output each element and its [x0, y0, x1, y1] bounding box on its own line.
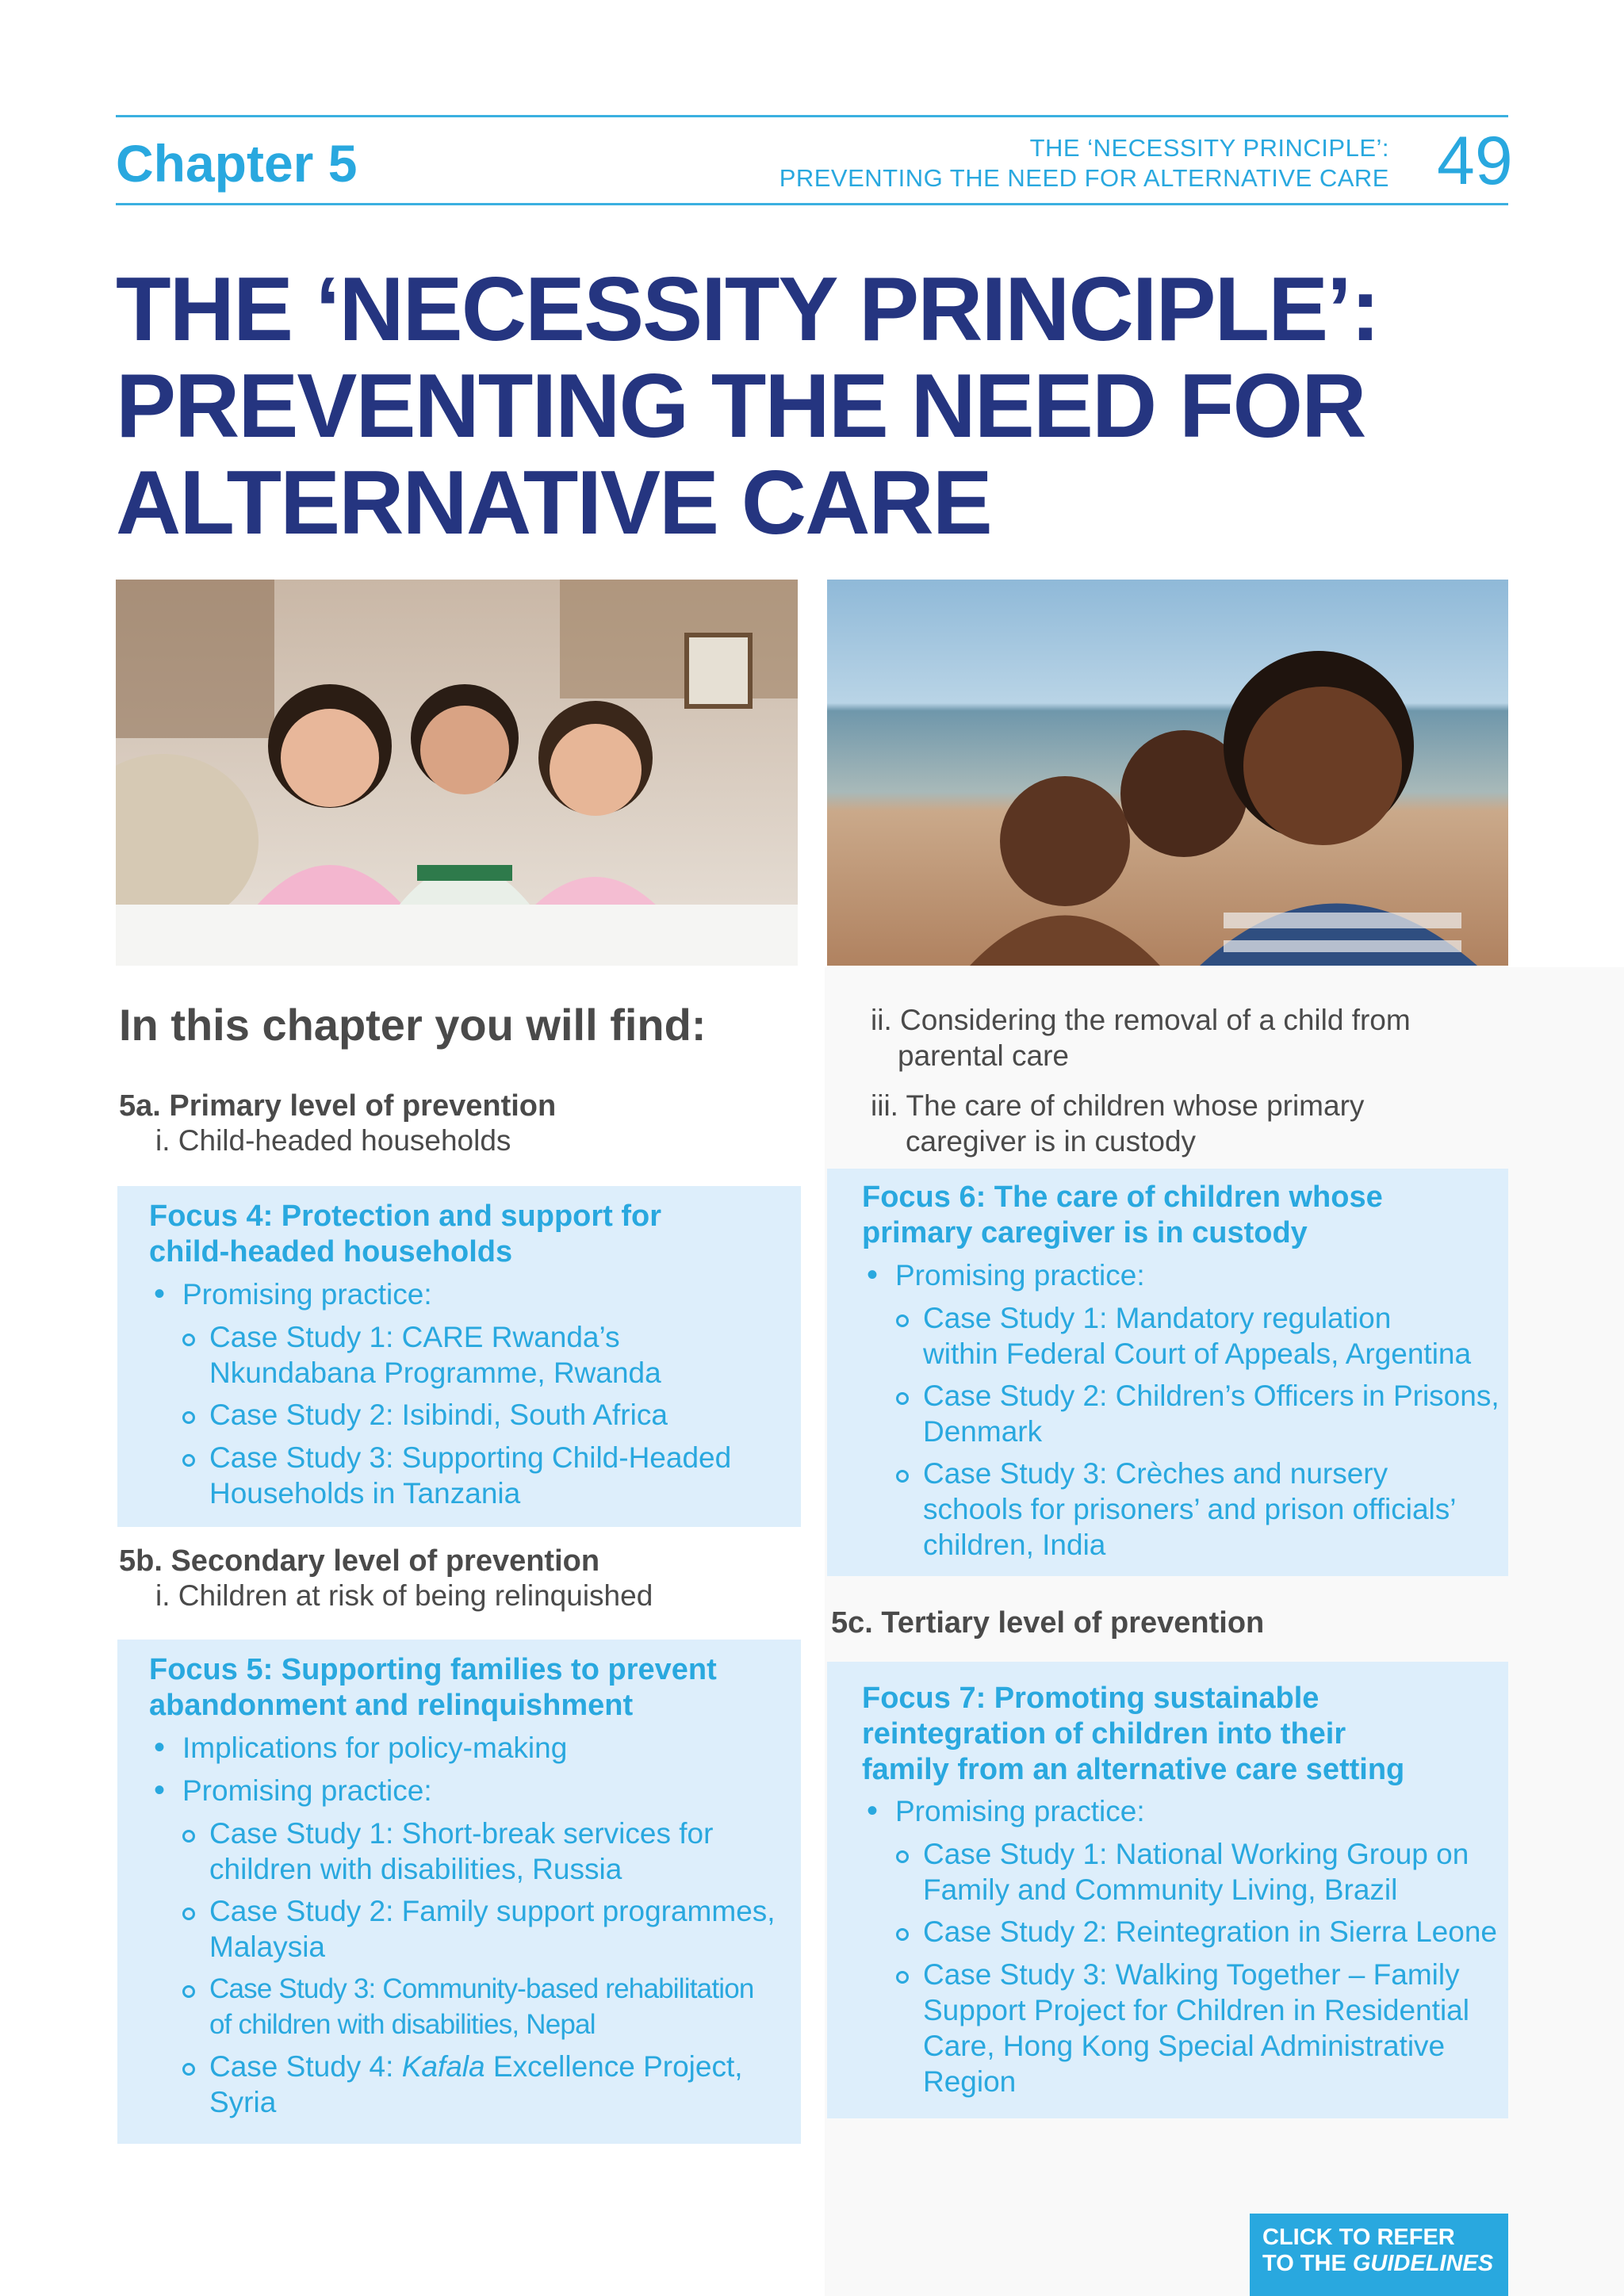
focus-7-case-study-1-line1: Case Study 1: National Working Group on — [923, 1838, 1469, 1870]
focus-4-box — [117, 1186, 801, 1527]
focus-4-case-study-3-line1: Case Study 3: Supporting Child-Headed — [209, 1441, 732, 1474]
refer-to-guidelines-italic: GUIDELINES — [1352, 2251, 1494, 2276]
focus-5-case-study-4-kafala: Kafala — [401, 2050, 485, 2083]
focus-6-title-line2: primary caregiver is in custody — [862, 1216, 1308, 1249]
focus-5-bullet-promising-practice: • Promising practice: — [182, 1773, 432, 1808]
page-title — [116, 259, 1464, 553]
photo-boys-on-beach — [827, 580, 1508, 966]
focus-6-case-study-1-line2: within Federal Court of Appeals, Argentina — [923, 1337, 1472, 1370]
focus-7-case-study-1[interactable] — [923, 1836, 1469, 1908]
focus-5-case-study-1-line1: Case Study 1: Short-break services for — [209, 1817, 714, 1850]
focus-6-box — [827, 1169, 1508, 1576]
focus-4-case-study-1-line2: Nkundabana Programme, Rwanda — [209, 1357, 661, 1389]
level-5a-item-i: i. Child-headed households — [155, 1124, 511, 1157]
photo-children-at-table-illustration — [116, 580, 798, 966]
focus-4-case-study-1-line1: Case Study 1: CARE Rwanda’s — [209, 1321, 620, 1353]
focus-5-case-study-4-line2: Syria — [209, 2086, 277, 2118]
focus-5-case-study-4[interactable] — [209, 2049, 743, 2120]
page-title-line2: PREVENTING THE NEED FOR — [116, 356, 1365, 457]
focus-6-case-study-3-line2: schools for prisoners’ and prison officials’ — [923, 1493, 1457, 1525]
focus-5-case-study-2-line1: Case Study 2: Family support programmes, — [209, 1895, 776, 1927]
focus-7-title-line3: family from an alternative care setting — [862, 1753, 1405, 1786]
focus-7-title-line1: Focus 7: Promoting sustainable — [862, 1682, 1320, 1715]
focus-5-case-study-1-line2: children with disabilities, Russia — [209, 1853, 622, 1885]
focus-4-title-line1: Focus 4: Protection and support for — [149, 1200, 662, 1233]
focus-6-case-study-3-line1: Case Study 3: Crèches and nursery — [923, 1457, 1388, 1490]
focus-5-case-study-2[interactable] — [209, 1893, 776, 1965]
focus-6-bullet-promising-practice: • Promising practice: — [895, 1257, 1145, 1293]
refer-to-guidelines-button[interactable] — [1250, 2214, 1508, 2296]
focus-4-case-study-3-line2: Households in Tanzania — [209, 1477, 521, 1510]
running-title — [779, 133, 1389, 193]
focus-6-case-study-2[interactable] — [923, 1378, 1500, 1449]
focus-7-case-study-1-line2: Family and Community Living, Brazil — [923, 1873, 1398, 1906]
focus-4-bullet-promising-practice: • Promising practice: — [182, 1276, 432, 1312]
focus-7-case-study-3[interactable] — [923, 1957, 1469, 2099]
focus-7-bullet-promising-practice: • Promising practice: — [895, 1793, 1145, 1829]
focus-4-case-study-1[interactable] — [209, 1319, 661, 1391]
focus-7-case-study-3-line3: Care, Hong Kong Special Administrative — [923, 2030, 1446, 2062]
focus-7-case-study-3-line1: Case Study 3: Walking Together – Family — [923, 1958, 1460, 1991]
chapter-label: Chapter 5 — [116, 134, 358, 193]
photo-children-at-table — [116, 580, 798, 966]
running-title-line2: PREVENTING THE NEED FOR ALTERNATIVE CARE — [779, 164, 1389, 192]
contents-heading: In this chapter you will find: — [119, 1000, 707, 1050]
focus-5-title-line2: abandonment and relinquishment — [149, 1689, 634, 1722]
level-5b-item-iii-line1: iii. The care of children whose primary — [871, 1089, 1365, 1122]
focus-7-title-line2: reintegration of children into their — [862, 1717, 1346, 1751]
focus-4-case-study-3[interactable] — [209, 1440, 731, 1511]
focus-7-case-study-2[interactable]: Case Study 2: Reintegration in Sierra Leone — [923, 1915, 1497, 1948]
header-top-rule — [116, 115, 1508, 117]
focus-6-title-line1: Focus 6: The care of children whose — [862, 1181, 1383, 1214]
level-5b-item-iii — [871, 1088, 1364, 1159]
level-5a-heading: 5a. Primary level of prevention — [119, 1089, 557, 1123]
level-5b-item-ii-line2: parental care — [898, 1039, 1069, 1072]
focus-6-case-study-3-line3: children, India — [923, 1529, 1106, 1561]
photo-boys-on-beach-illustration — [827, 580, 1508, 966]
level-5c-heading: 5c. Tertiary level of prevention — [831, 1606, 1265, 1640]
focus-5-case-study-3-line2: of children with disabilities, Nepal — [209, 2009, 596, 2040]
focus-6-case-study-1-line1: Case Study 1: Mandatory regulation — [923, 1302, 1392, 1334]
focus-4-title-line2: child-headed households — [149, 1235, 513, 1269]
focus-6-case-study-3[interactable] — [923, 1456, 1457, 1563]
focus-7-case-study-3-line4: Region — [923, 2065, 1017, 2098]
focus-6-case-study-2-line1: Case Study 2: Children’s Officers in Prisons, — [923, 1380, 1500, 1412]
page-title-line1: THE ‘NECESSITY PRINCIPLE’: — [116, 259, 1379, 360]
header-bottom-rule — [116, 203, 1508, 205]
focus-7-box — [827, 1662, 1508, 2118]
level-5b-item-i: i. Children at risk of being relinquished — [155, 1579, 653, 1612]
page-number: 49 — [1437, 123, 1513, 199]
focus-5-box — [117, 1640, 801, 2144]
level-5b-item-iii-line2: caregiver is in custody — [906, 1125, 1197, 1158]
focus-5-case-study-3-line1: Case Study 3: Community-based rehabilitation — [209, 1973, 754, 2004]
level-5b-heading: 5b. Secondary level of prevention — [119, 1544, 600, 1578]
refer-to-guidelines-prefix: TO THE — [1262, 2251, 1353, 2276]
focus-5-bullet-policy: • Implications for policy-making — [182, 1730, 567, 1766]
refer-to-guidelines-line1: CLICK TO REFER — [1262, 2225, 1455, 2250]
focus-4-case-study-2[interactable]: Case Study 2: Isibindi, South Africa — [209, 1399, 668, 1431]
focus-6-case-study-1[interactable] — [923, 1300, 1471, 1372]
focus-5-case-study-4-prefix: Case Study 4: — [209, 2050, 402, 2083]
focus-5-case-study-2-line2: Malaysia — [209, 1931, 325, 1963]
focus-5-case-study-4-suffix: Excellence Project, — [485, 2050, 743, 2083]
focus-5-title-line1: Focus 5: Supporting families to prevent — [149, 1653, 717, 1686]
focus-6-case-study-2-line2: Denmark — [923, 1415, 1043, 1448]
focus-5-case-study-3[interactable] — [209, 1971, 754, 2042]
level-5b-item-ii — [871, 1002, 1411, 1073]
focus-7-case-study-3-line2: Support Project for Children in Residential — [923, 1994, 1469, 2026]
running-title-line1: THE ‘NECESSITY PRINCIPLE’: — [1029, 134, 1389, 162]
level-5b-item-ii-line1: ii. Considering the removal of a child from — [871, 1004, 1411, 1036]
page-title-line3: ALTERNATIVE CARE — [116, 453, 991, 553]
focus-5-case-study-1[interactable] — [209, 1816, 713, 1887]
